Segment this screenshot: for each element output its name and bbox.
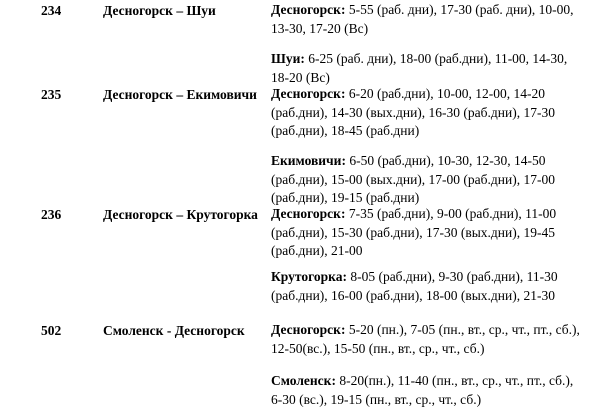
- schedule-entry: [271, 50, 583, 87]
- stop-name: Десногорск:: [271, 2, 346, 17]
- stop-name: Десногорск:: [271, 206, 346, 221]
- stop-name: Десногорск:: [271, 86, 346, 101]
- stop-times: 8-05 (раб.дни), 9-30 (раб.дни), 11-30 (раб.дни), 16-00 (раб.дни), 18-00 (вых.дни), 21-30: [271, 269, 558, 303]
- route-name: Десногорск – Крутогорка: [103, 207, 258, 222]
- stop-times: 5-20 (пн.), 7-05 (пн., вт., ср., чт., пт., сб.), 12-50(вс.), 15-50 (пн., вт., ср., чт., сб.): [271, 322, 580, 356]
- stop-times: 7-35 (раб.дни), 9-00 (раб.дни), 11-00 (раб.дни), 15-30 (раб.дни), 17-30 (вых.дни), 19-45 (раб.дни), 21-00: [271, 206, 557, 258]
- stop-times: 6-20 (раб.дни), 10-00, 12-00, 14-20 (раб.дни), 14-30 (вых.дни), 16-30 (раб.дни), 17-30 (раб.дни), 18-45 (раб.дни): [271, 86, 555, 138]
- stop-times: 8-20(пн.), 11-40 (пн., вт., ср., чт., пт., сб.), 6-30 (вс.), 19-15 (пн., вт., ср., чт., сб.): [271, 373, 574, 407]
- stop-times: 6-50 (раб.дни), 10-30, 12-30, 14-50 (раб.дни), 15-00 (вых.дни), 17-00 (раб.дни), 17-00 (раб.дни), 19-15 (раб.дни): [271, 153, 555, 205]
- stop-times: 5-55 (раб. дни), 17-30 (раб. дни), 10-00, 13-30, 17-20 (Вс): [271, 2, 574, 36]
- stop-name: Крутогорка:: [271, 269, 347, 284]
- schedule-entry: [271, 372, 583, 409]
- schedule-entry: [271, 268, 583, 305]
- schedule-entry: [271, 85, 583, 141]
- stop-times: 6-25 (раб. дни), 18-00 (раб.дни), 11-00, 14-30, 18-20 (Вс): [271, 51, 568, 85]
- route-number: 236: [41, 207, 62, 222]
- schedule-entry: [271, 1, 583, 38]
- route-name: Десногорск – Екимовичи: [103, 87, 257, 102]
- schedule-entry: [271, 321, 583, 358]
- route-number: 502: [41, 323, 62, 338]
- route-name: Смоленск - Десногорск: [103, 323, 245, 338]
- schedule-entry: [271, 205, 583, 261]
- route-number: 234: [41, 3, 62, 18]
- stop-name: Шуи:: [271, 51, 305, 66]
- schedule-entry: [271, 152, 583, 208]
- route-name: Десногорск – Шуи: [103, 3, 216, 18]
- stop-name: Десногорск:: [271, 322, 346, 337]
- route-number: 235: [41, 87, 62, 102]
- stop-name: Смоленск:: [271, 373, 336, 388]
- stop-name: Екимовичи:: [271, 153, 346, 168]
